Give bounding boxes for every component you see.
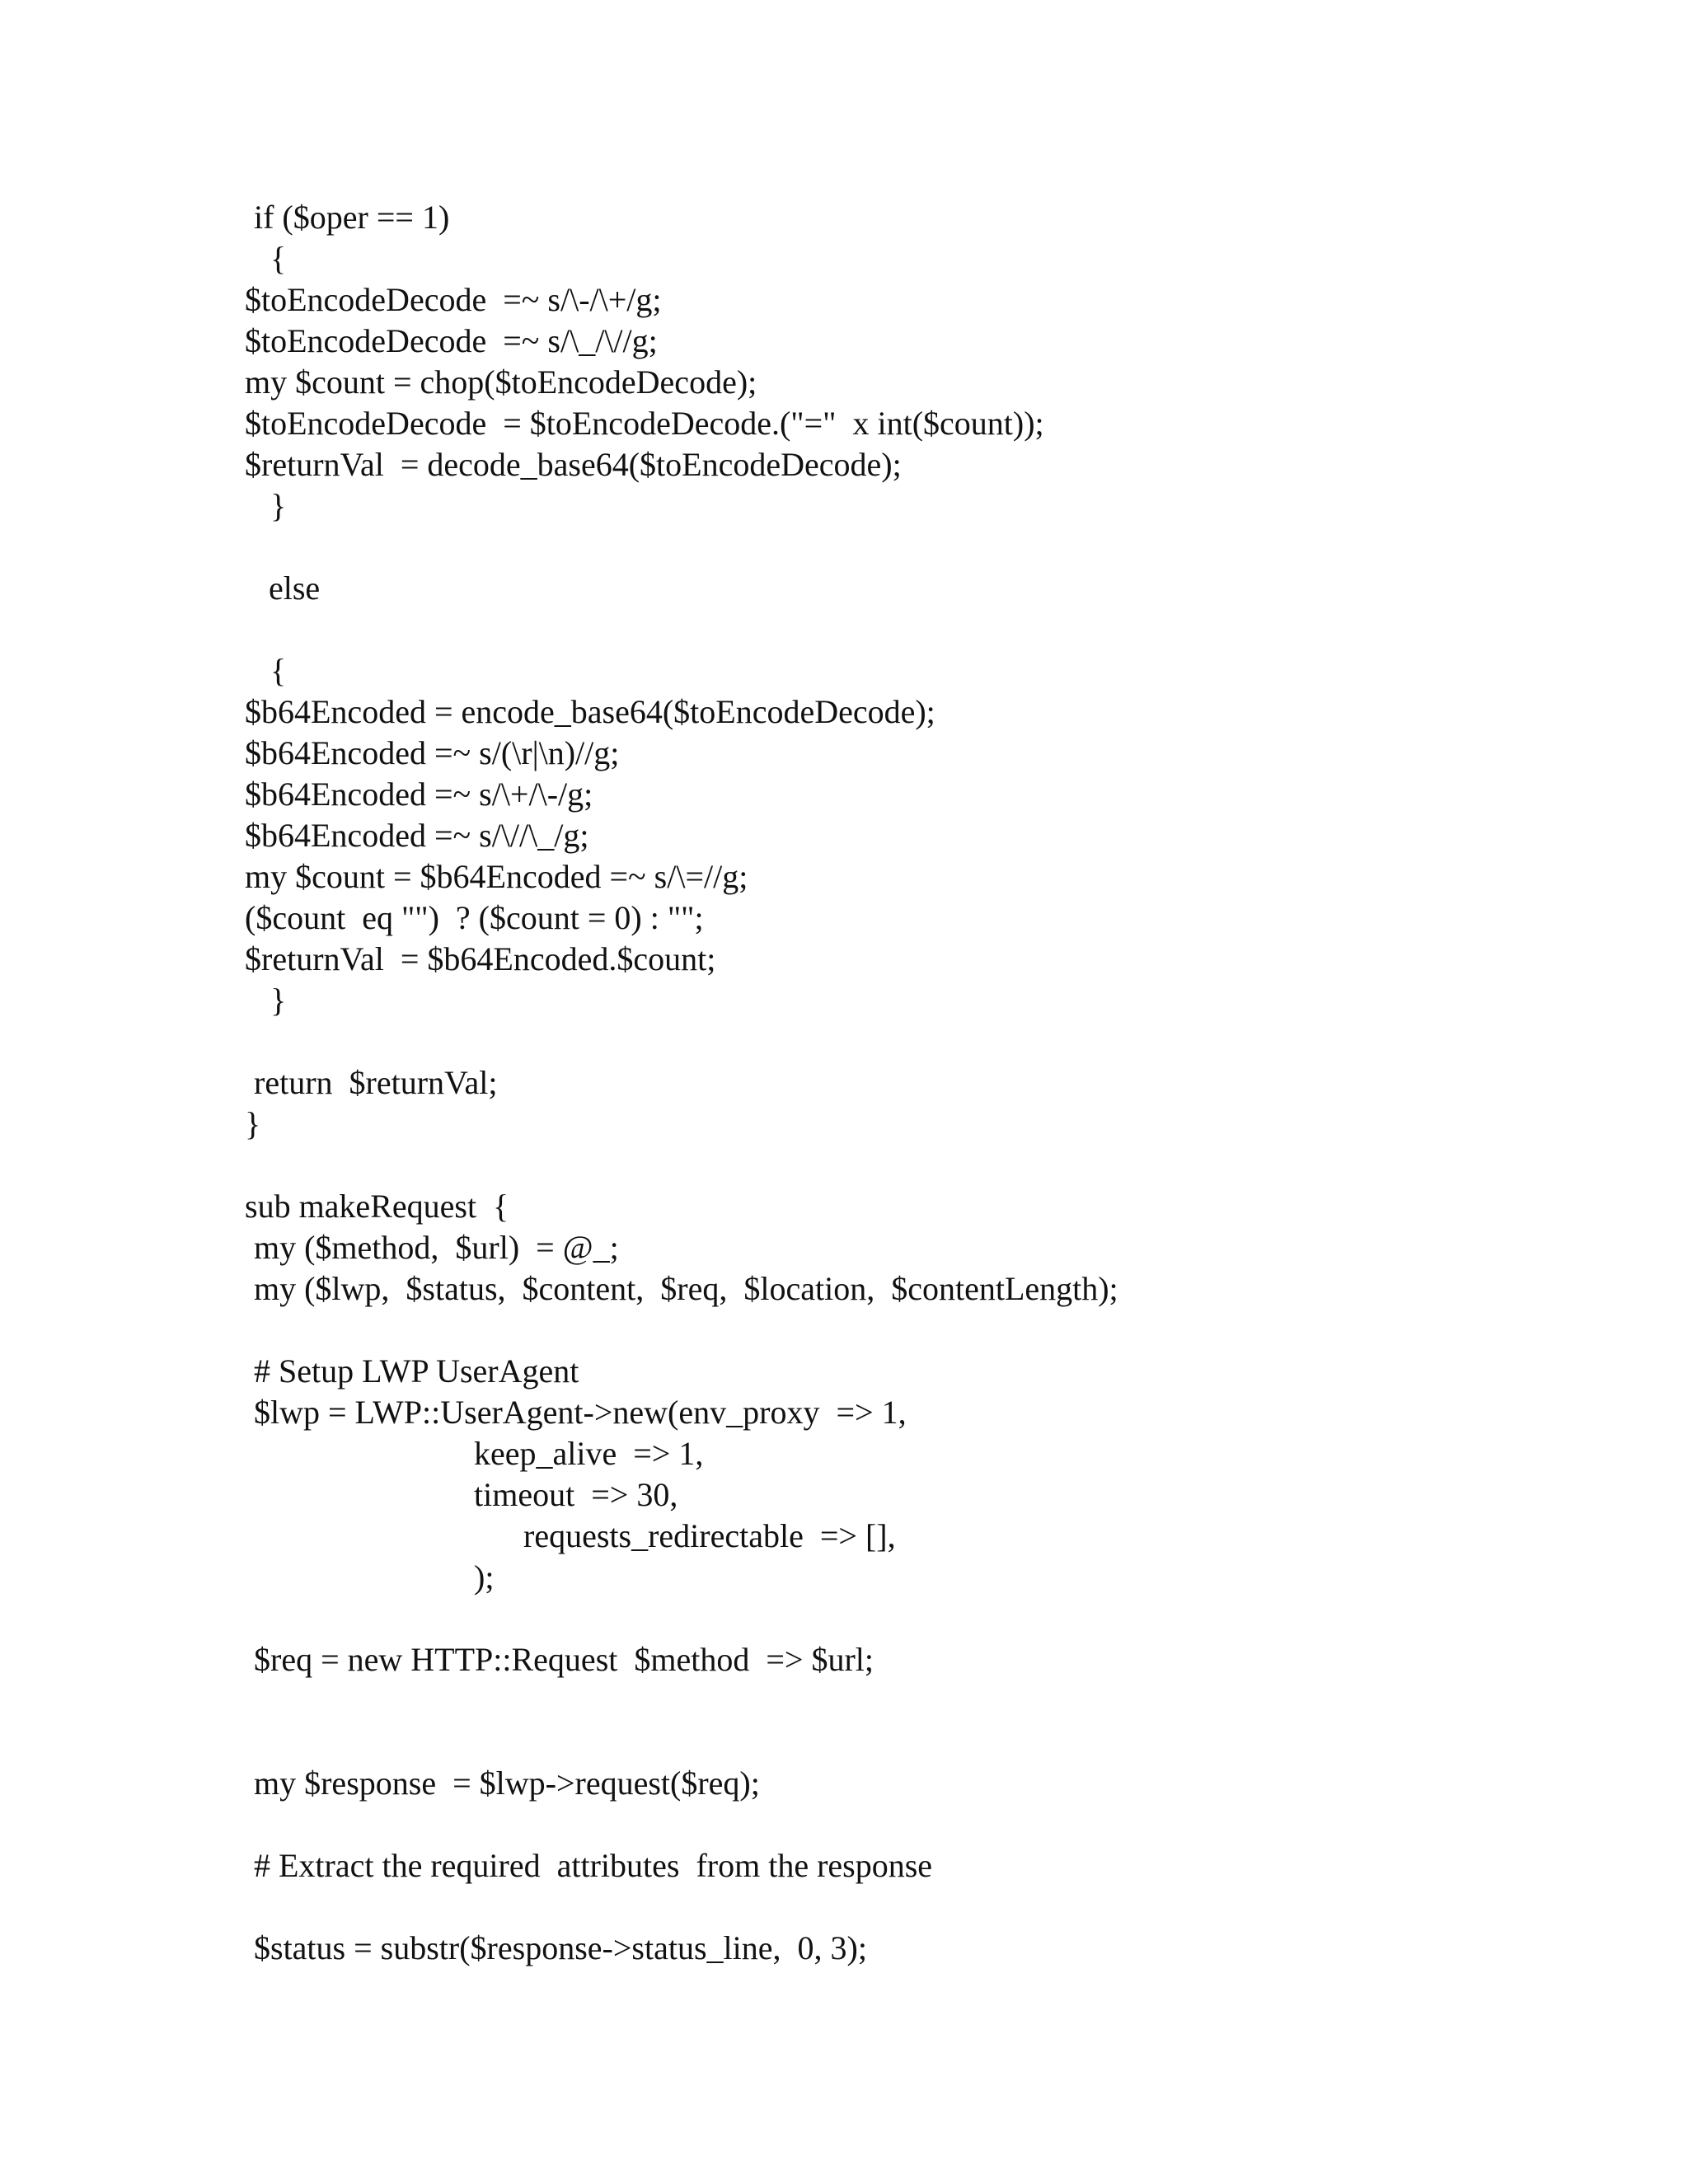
code-line: keep_alive => 1, [474, 1435, 704, 1472]
code-line: $returnVal = decode_base64($toEncodeDecode); [245, 446, 902, 483]
code-comment: # Extract the required attributes from the response [254, 1847, 933, 1884]
code-line-open-brace: { [270, 652, 287, 689]
code-line: $lwp = LWP::UserAgent->new(env_proxy => 1, [254, 1394, 907, 1431]
code-line: $status = substr($response->status_line, 0, 3); [254, 1929, 867, 1966]
code-line-if-oper: if ($oper == 1) [254, 199, 450, 236]
code-line: $toEncodeDecode =~ s/\_/\//g; [245, 322, 658, 359]
code-line-open-brace: { [270, 240, 287, 277]
code-line: $b64Encoded =~ s/(\r|\n)//g; [245, 734, 620, 771]
code-line: ($count eq "") ? ($count = 0) : ""; [245, 899, 704, 936]
code-line: $b64Encoded = encode_base64($toEncodeDecode); [245, 693, 935, 730]
code-line: my $count = $b64Encoded =~ s/\=//g; [245, 858, 748, 895]
code-line-else: else [269, 569, 321, 607]
code-line: timeout => 30, [474, 1476, 678, 1513]
code-line: my ($method, $url) = @_; [254, 1229, 619, 1266]
code-line-sub-makerequest: sub makeRequest { [245, 1188, 509, 1225]
code-line: $returnVal = $b64Encoded.$count; [245, 940, 716, 977]
code-comment: # Setup LWP UserAgent [254, 1352, 579, 1390]
code-line-return: return $returnVal; [254, 1064, 498, 1101]
code-line: requests_redirectable => [], [523, 1517, 896, 1554]
code-line-close-brace: } [270, 487, 287, 524]
code-line: my $count = chop($toEncodeDecode); [245, 363, 757, 401]
code-line: my ($lwp, $status, $content, $req, $location, $contentLength); [254, 1270, 1118, 1307]
code-line: $req = new HTTP::Request $method => $url; [254, 1641, 874, 1678]
code-line: ); [474, 1558, 495, 1596]
code-line: $b64Encoded =~ s/\//\_/g; [245, 817, 589, 854]
code-line: $toEncodeDecode = $toEncodeDecode.("=" x int($count)); [245, 405, 1044, 442]
code-line-close-brace: } [245, 1105, 261, 1142]
code-line: $b64Encoded =~ s/\+/\-/g; [245, 776, 593, 813]
code-line: $toEncodeDecode =~ s/\-/\+/g; [245, 281, 662, 318]
code-line-close-brace: } [270, 982, 287, 1019]
code-line: my $response = $lwp->request($req); [254, 1765, 760, 1802]
